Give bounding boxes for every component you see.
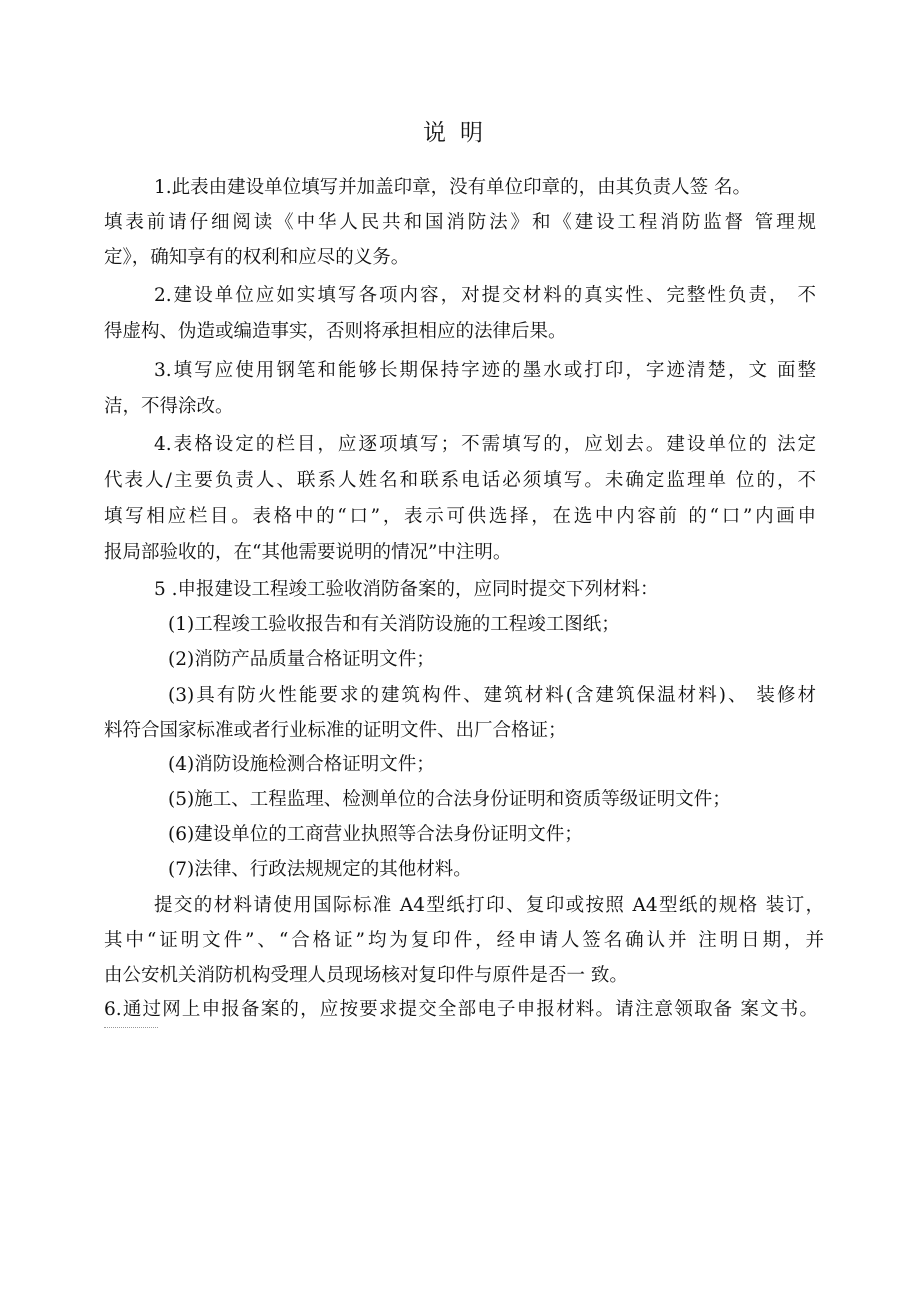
list-item: (7)法律、行政法规规定的其他材料。 <box>168 859 472 880</box>
list-item: (5)施工、工程监理、检测单位的合法身份证明和资质等级证明文件； <box>168 789 731 810</box>
paragraph-line: 3.填写应使用钢笔和能够长期保持字迹的墨水或打印，字迹清楚，文 面整 <box>154 360 816 381</box>
paragraph-line: 1.此表由建设单位填写并加盖印章，没有单位印章的，由其负责人签 名。 <box>154 177 752 198</box>
list-item: 料符合国家标准或者行业标准的证明文件、出厂合格证； <box>104 720 567 741</box>
paragraph-line: 6.通过网上申报备案的，应按要求提交全部电子申报材料。请注意领取备 案文书。 <box>104 999 818 1020</box>
paragraph-line: 提交的材料请使用国际标准 A4型纸打印、复印或按照 A4型纸的规格 装订， <box>154 895 824 916</box>
list-item: (2)消防产品质量合格证明文件； <box>168 649 435 670</box>
dotted-divider <box>104 1027 158 1028</box>
paragraph-line: 4.表格设定的栏目，应逐项填写；不需填写的，应划去。建设单位的 法定 <box>154 434 816 455</box>
list-item: (3)具有防火性能要求的建筑构件、建筑材料(含建筑保温材料)、 装修材 <box>168 685 816 706</box>
list-item: (1)工程竣工验收报告和有关消防设施的工程竣工图纸； <box>168 614 620 635</box>
paragraph-line: 填写相应栏目。表格中的“口”，表示可供选择，在选中内容前 的“口”内画申 <box>104 506 816 527</box>
paragraph-line: 其中“证明文件”、“合格证”均为复印件，经申请人签名确认并 注明日期，并 <box>104 930 824 951</box>
paragraph-line: 2.建设单位应如实填写各项内容，对提交材料的真实性、完整性负责， 不 <box>154 285 816 306</box>
paragraph-line: 洁，不得涂改。 <box>104 396 234 417</box>
list-item: (4)消防设施检测合格证明文件； <box>168 754 435 775</box>
page-title: 说明 <box>423 120 497 146</box>
paragraph-line: 由公安机关消防机构受理人员现场核对复印件与原件是否一 致。 <box>104 965 628 986</box>
list-item: (6)建设单位的工商营业执照等合法身份证明文件； <box>168 824 583 845</box>
paragraph-line: 报局部验收的，在“其他需要说明的情况”中注明。 <box>104 542 512 563</box>
paragraph-line: 定》，确知享有的权利和应尽的义务。 <box>104 247 410 268</box>
paragraph-line: 得虚构、伪造或编造事实，否则将承担相应的法律后果。 <box>104 321 567 342</box>
paragraph-line: 5 .申报建设工程竣工验收消防备案的，应同时提交下列材料： <box>154 579 659 600</box>
paragraph-line: 代表人/主要负责人、联系人姓名和联系电话必须填写。未确定监理单 位的，不 <box>104 470 816 491</box>
paragraph-line: 填表前请仔细阅读《中华人民共和国消防法》和《建设工程消防监督 管理规 <box>104 212 816 233</box>
